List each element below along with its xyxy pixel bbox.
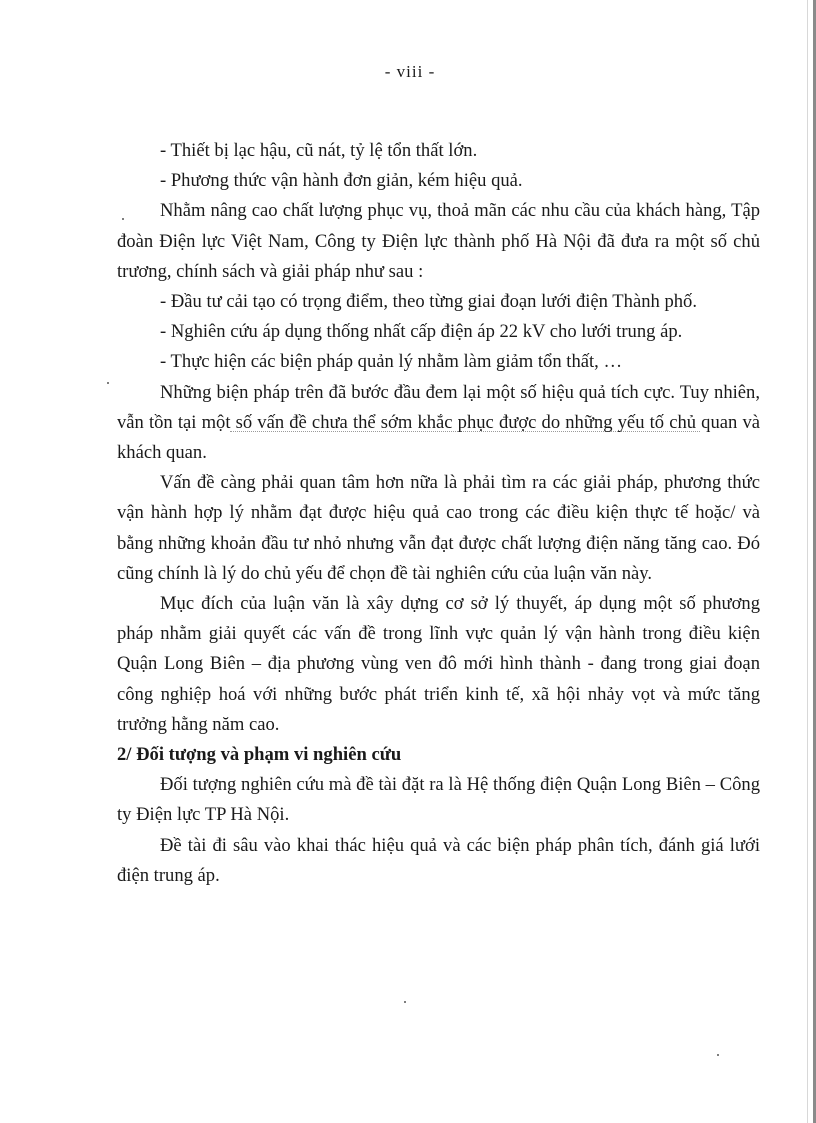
bullet-22kv-voltage: - Nghiên cứu áp dụng thống nhất cấp điện áp 22 kV cho lưới trung áp.: [160, 321, 683, 343]
section-heading: 2/ Đối tượng và phạm vi nghiên cứu: [117, 744, 402, 766]
bullet-simple-operation: - Phương thức vận hành đơn giản, kém hiệu quả.: [160, 170, 523, 192]
document-body: [117, 136, 760, 891]
paragraph-initial-results: Những biện pháp trên đã bước đầu đem lại một số hiệu quả tích cực. Tuy nhiên, vẫn tồn tại một số vấn đề chưa thể sớm khắc phục được do những yếu tố chủ quan và khách quan.: [117, 381, 760, 464]
paragraph-research-scope: Đề tài đi sâu vào khai thác hiệu quả và các biện pháp phân tích, đánh giá lưới điện trung áp.: [117, 834, 760, 886]
paragraph-reason-for-topic: Vấn đề càng phải quan tâm hơn nữa là phải tìm ra các giải pháp, phương thức vận hành hợp lý nhằm đạt được hiệu quả cao trong các điều kiện thực tế hoặc/ và bằng những khoản đầu tư nhỏ nhưng vẫn đạt được chất lượng điện năng tăng cao. Đó cũng chính là lý do chủ yếu để chọn đề tài nghiên cứu của luận văn này.: [117, 472, 760, 584]
paragraph-thesis-purpose: Mục đích của luận văn là xây dựng cơ sở lý thuyết, áp dụng một số phương pháp nhằm giải quyết các vấn đề trong lĩnh vực quản lý vận hành trong điều kiện Quận Long Biên – địa phương vùng ven đô mới hình thành - đang trong giai đoạn công nghiệp hoá với những bước phát triển kinh tế, xã hội nhảy vọt và mức tăng trưởng hằng năm cao.: [117, 593, 760, 735]
bullet-investment: - Đầu tư cải tạo có trọng điểm, theo từng giai đoạn lưới điện Thành phố.: [160, 291, 697, 313]
scan-speck: [717, 1054, 719, 1056]
bullet-loss-reduction: - Thực hiện các biện pháp quản lý nhằm làm giảm tổn thất, …: [160, 351, 623, 373]
scan-speck: [404, 1001, 406, 1003]
paragraph-policies-intro: Nhằm nâng cao chất lượng phục vụ, thoả mãn các nhu cầu của khách hàng, Tập đoàn Điện lực Việt Nam, Công ty Điện lực thành phố Hà Nội đã đưa ra một số chủ trương, chính sách và giải pháp như sau :: [117, 200, 760, 282]
page-number: - viii -: [384, 62, 436, 81]
paragraph-research-subject: Đối tượng nghiên cứu mà đề tài đặt ra là Hệ thống điện Quận Long Biên – Công ty Điện lực TP Hà Nội.: [117, 774, 760, 826]
scan-speck: [107, 382, 109, 384]
bullet-outdated-equipment: - Thiết bị lạc hậu, cũ nát, tỷ lệ tổn thất lớn.: [160, 140, 478, 161]
page-right-border-faint: [807, 0, 808, 1123]
